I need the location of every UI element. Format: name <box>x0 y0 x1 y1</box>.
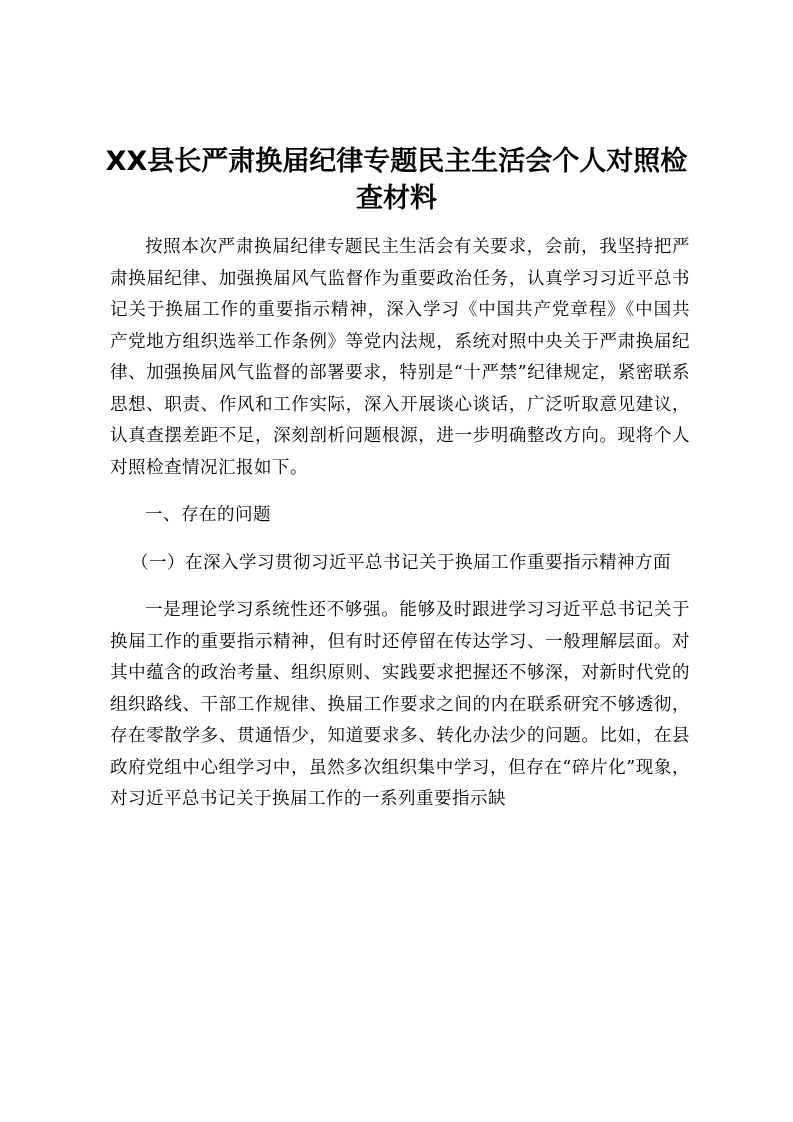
subsection-heading: （一）在深入学习贯彻习近平总书记关于换届工作重要指示精神方面 <box>131 552 671 573</box>
section-heading: 一、存在的问题 <box>145 505 271 525</box>
point-paragraph: 一是理论学习系统性还不够强。能够及时跟进学习习近平总书记关于换届工作的重要指示精神，但有时还停留在传达学习、一般理解层面。对其中蕴含的政治考量、组织原则、实践要求把握还不够深，对新时代党的组织路线、干部工作规律、换届工作要求之间的内在联系研究不够透彻，存在零散学多、贯通悟少，知道要求多、转化办法少的问题。比如，在县政府党组中心组学习中，虽然多次组织集中学习，但存在“碎片化”现象，对习近平总书记关于换届工作的一系列重要指示缺 <box>110 600 690 809</box>
document-body <box>110 232 690 816</box>
document-title: XX县长严肃换届纪律专题民主生活会个人对照检查材料 <box>105 146 688 214</box>
intro-paragraph: 按照本次严肃换届纪律专题民主生活会有关要求，会前，我坚持把严肃换届纪律、加强换届风气监督作为重要政治任务，认真学习习近平总书记关于换届工作的重要指示精神，深入学习《中国共产党章程》《中国共产党地方组织选举工作条例》等党内法规，系统对照中央关于严肃换届纪律、加强换届风气监督的部署要求，特别是“十严禁”纪律规定，紧密联系思想、职责、作风和工作实际，深入开展谈心谈话，广泛听取意见建议，认真查摆差距不足，深刻剖析问题根源，进一步明确整改方向。现将个人对照检查情况汇报如下。 <box>110 237 690 478</box>
